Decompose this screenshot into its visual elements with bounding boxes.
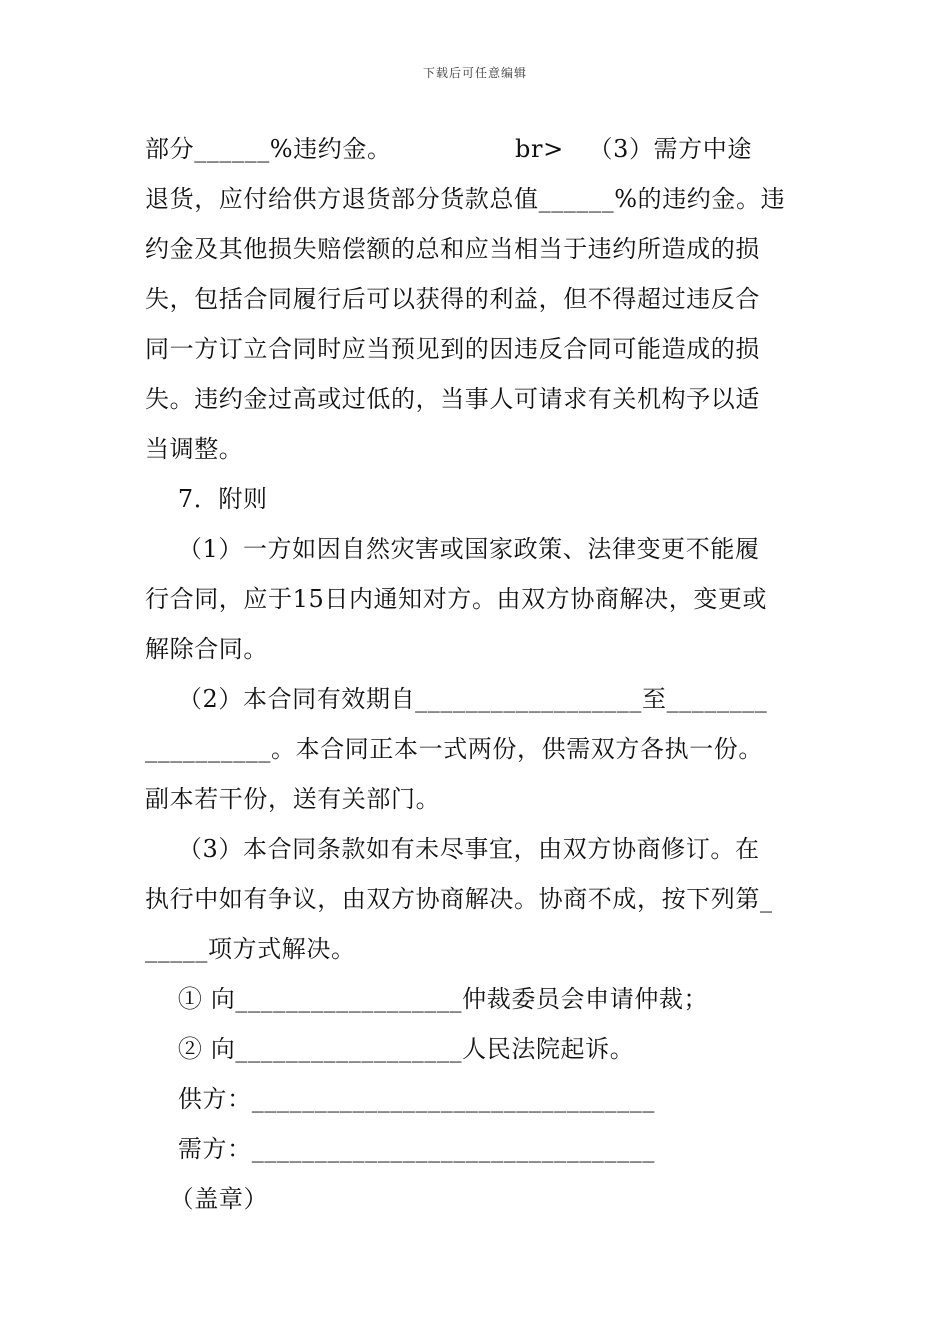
text-line: 部分______%违约金。 br> （3）需方中途	[145, 135, 752, 163]
list-item: ① 向__________________仲裁委员会申请仲裁；	[145, 985, 709, 1013]
text-line: 执行中如有争议，由双方协商解决。协商不成，按下列第_	[145, 885, 773, 913]
text-line: （1）一方如因自然灾害或国家政策、法律变更不能履	[145, 535, 760, 563]
text-line: （2）本合同有效期自__________________至________	[145, 685, 768, 713]
signature-line-supplier: 供方：________________________________	[145, 1085, 655, 1113]
text-line: 解除合同。	[145, 635, 268, 663]
page-header: 下载后可任意编辑	[422, 66, 527, 80]
text-line: （3）本合同条款如有未尽事宜，由双方协商修订。在	[145, 835, 760, 863]
text-line: 行合同，应于15日内通知对方。由双方协商解决，变更或	[145, 585, 768, 613]
text-line: 失，包括合同履行后可以获得的利益，但不得超过违反合	[145, 285, 760, 313]
text-line: 副本若干份，送有关部门。	[145, 785, 441, 813]
section-heading: 7．附则	[145, 485, 268, 513]
text-line: _____项方式解决。	[145, 935, 356, 963]
list-item: ② 向__________________人民法院起诉。	[145, 1035, 635, 1063]
text-line: 当调整。	[145, 435, 244, 463]
text-line: 失。违约金过高或过低的，当事人可请求有关机构予以适	[145, 385, 760, 413]
text-line: 同一方订立合同时应当预见到的因违反合同可能造成的损	[145, 335, 760, 363]
text-line: 约金及其他损失赔偿额的总和应当相当于违约所造成的损	[145, 235, 760, 263]
text-line: 退货，应付给供方退货部分货款总值______%的违约金。违	[145, 185, 786, 213]
seal-label: （盖章）	[145, 1185, 269, 1213]
signature-line-buyer: 需方：________________________________	[145, 1135, 655, 1163]
text-line: __________。本合同正本一式两份，供需双方各执一份。	[145, 735, 763, 763]
